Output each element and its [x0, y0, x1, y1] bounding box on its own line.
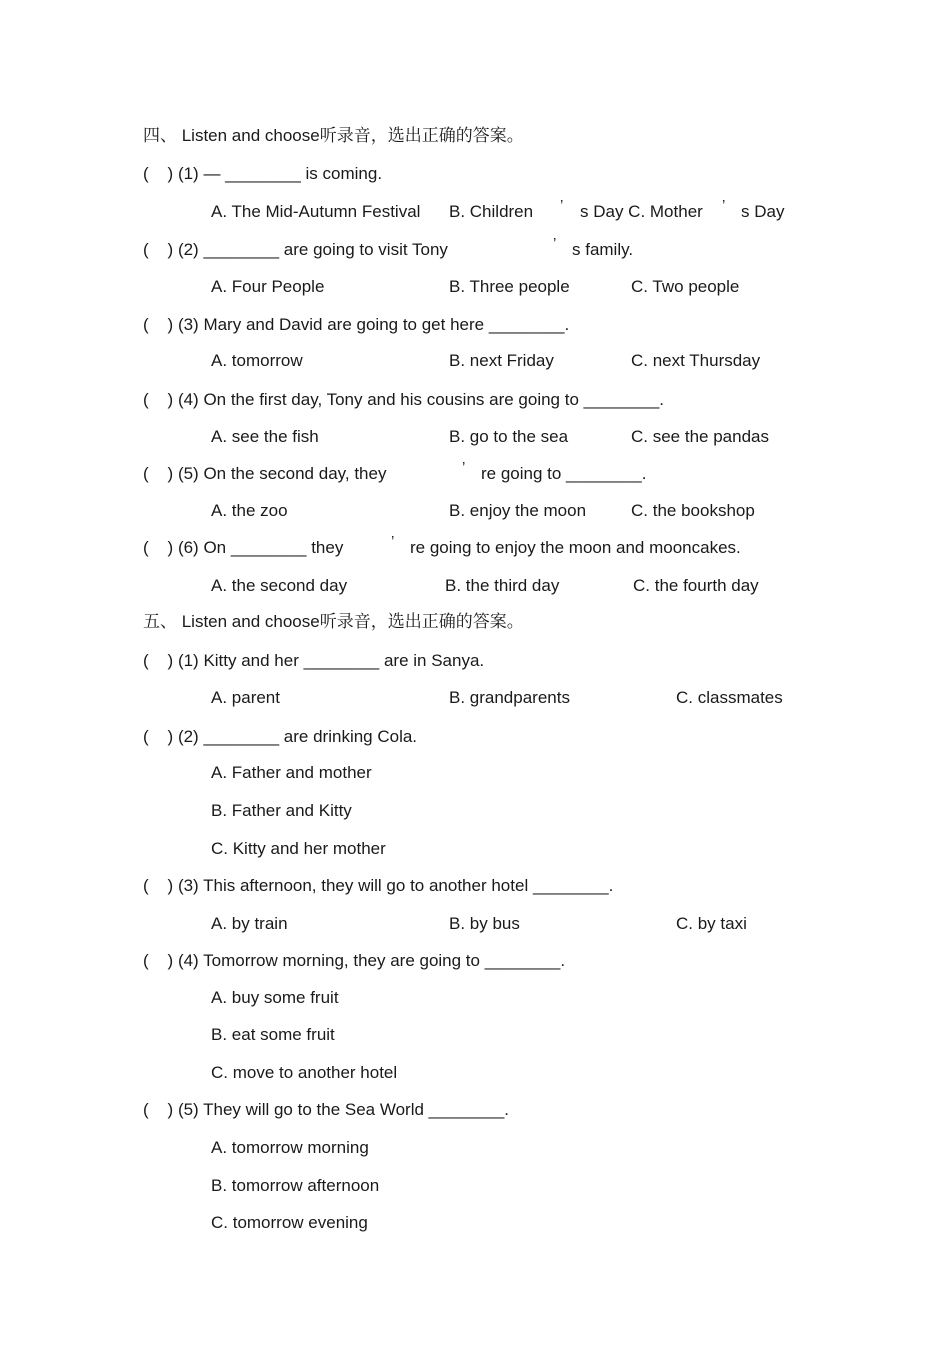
- s5-q1-option-c: C. classmates: [676, 688, 783, 707]
- s4-q1-option-a: A. The Mid-Autumn Festival: [211, 202, 421, 221]
- s5-q4-option-a: A. buy some fruit: [211, 988, 339, 1007]
- s4-q5-option-c: C. the bookshop: [631, 501, 755, 520]
- s4-q6-stem-part1: ( ) (6) On ________ they: [143, 538, 344, 557]
- s4-q2-option-a: A. Four People: [211, 277, 325, 296]
- s5-q4-option-c: C. move to another hotel: [211, 1063, 398, 1082]
- s4-q2-option-c: C. Two people: [631, 277, 740, 296]
- s5-q3-option-c: C. by taxi: [676, 914, 747, 933]
- s4-q6-option-b: B. the third day: [445, 576, 560, 595]
- s4-q2-stem-part1: ( ) (2) ________ are going to visit Tony: [143, 240, 448, 259]
- s4-q4-stem: ( ) (4) On the first day, Tony and his cousins are going to ________.: [143, 390, 664, 409]
- apostrophe: ’: [722, 197, 726, 214]
- s5-q2-option-a: A. Father and mother: [211, 763, 372, 782]
- s4-q6-option-c: C. the fourth day: [633, 576, 759, 595]
- s4-q3-option-a: A. tomorrow: [211, 351, 303, 370]
- apostrophe: ’: [553, 235, 557, 252]
- s4-q2-stem-part2: s family.: [572, 240, 634, 259]
- s5-q5-option-a: A. tomorrow morning: [211, 1138, 369, 1157]
- s4-q4-option-c: C. see the pandas: [631, 427, 769, 446]
- s4-q3-option-c: C. next Thursday: [631, 351, 761, 370]
- s5-q3-option-a: A. by train: [211, 914, 288, 933]
- s5-q5-option-c: C. tomorrow evening: [211, 1213, 368, 1232]
- s5-q2-stem: ( ) (2) ________ are drinking Cola.: [143, 727, 418, 746]
- apostrophe: ’: [560, 197, 564, 214]
- s4-q1-stem: ( ) (1) — ________ is coming.: [143, 164, 383, 183]
- s4-q4-option-b: B. go to the sea: [449, 427, 569, 446]
- s4-q1-option-b-part1: B. Children: [449, 202, 534, 221]
- section-4-heading: 四、 Listen and choose听录音，选出正确的答案。: [143, 126, 524, 145]
- s4-q4-option-a: A. see the fish: [211, 427, 319, 446]
- s5-q1-option-b: B. grandparents: [449, 688, 570, 707]
- s4-q6-stem-part2: re going to enjoy the moon and mooncakes.: [410, 538, 741, 557]
- s4-q1-option-b-part2: s Day C. Mother: [580, 202, 703, 221]
- s4-q5-stem-part1: ( ) (5) On the second day, they: [143, 464, 387, 483]
- s5-q4-option-b: B. eat some fruit: [211, 1025, 335, 1044]
- s5-q5-stem: ( ) (5) They will go to the Sea World ________.: [143, 1100, 510, 1119]
- section-5-heading: 五、 Listen and choose听录音，选出正确的答案。: [143, 612, 524, 631]
- s4-q5-option-a: A. the zoo: [211, 501, 288, 520]
- apostrophe: ’: [391, 533, 395, 550]
- s4-q1-option-c-part2: s Day: [741, 202, 785, 221]
- s4-q3-stem: ( ) (3) Mary and David are going to get here ________.: [143, 315, 570, 334]
- s5-q2-option-c: C. Kitty and her mother: [211, 839, 386, 858]
- s5-q5-option-b: B. tomorrow afternoon: [211, 1176, 380, 1195]
- s5-q1-stem: ( ) (1) Kitty and her ________ are in Sanya.: [143, 651, 485, 670]
- s4-q5-stem-part2: re going to ________.: [481, 464, 647, 483]
- apostrophe: ’: [462, 459, 466, 476]
- s4-q3-option-b: B. next Friday: [449, 351, 554, 370]
- s4-q2-option-b: B. Three people: [449, 277, 570, 296]
- s5-q1-option-a: A. parent: [211, 688, 280, 707]
- s4-q6-option-a: A. the second day: [211, 576, 348, 595]
- s5-q2-option-b: B. Father and Kitty: [211, 801, 352, 820]
- s5-q3-option-b: B. by bus: [449, 914, 520, 933]
- s4-q5-option-b: B. enjoy the moon: [449, 501, 587, 520]
- s5-q3-stem: ( ) (3) This afternoon, they will go to another hotel ________.: [143, 876, 614, 895]
- s5-q4-stem: ( ) (4) Tomorrow morning, they are going to ________.: [143, 951, 566, 970]
